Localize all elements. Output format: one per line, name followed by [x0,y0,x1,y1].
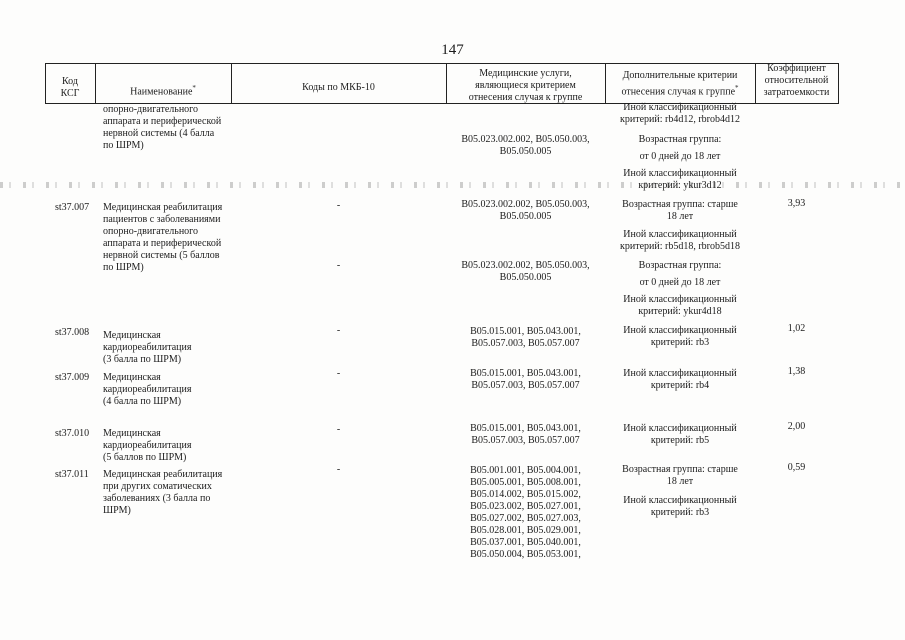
row-mkb: - [336,325,341,336]
header-name-mark: * [192,84,196,92]
row-criteria-1: Возрастная группа: старше 18 лет [622,464,738,487]
row-mkb: - [336,260,341,271]
row-criteria: Иной классификационный критерий: rb3 [623,325,737,348]
cont-criteria-2: Возрастная группа: [638,134,722,145]
page-number: 147 [441,42,464,58]
row-mkb: - [336,424,341,435]
row-criteria-3: Возрастная группа: [638,260,722,271]
header-criteria [605,70,755,98]
row-name: Медицинская кардиореабилитация (5 баллов по ШРМ) [103,428,192,463]
row-services: B05.015.001, B05.043.001, B05.057.003, B05.057.007 [470,423,581,446]
row-code: st37.010 [55,428,90,439]
row-mkb: - [336,368,341,379]
row-criteria: Иной классификационный критерий: rb4 [623,368,737,391]
header-coef: Коэффициент относительной затратоемкости [763,63,830,98]
row-coef: 2,00 [787,421,806,432]
row-coef: 1,02 [787,323,806,334]
row-services: B05.023.002.002, B05.050.003, B05.050.005 [461,199,590,222]
row-criteria-5: Иной классификационный критерий: ykur4d18 [623,294,737,317]
row-criteria: Иной классификационный критерий: rb5 [623,423,737,446]
row-code: st37.011 [55,469,89,480]
row-coef: 0,59 [787,462,806,473]
table-top-border [45,63,838,64]
row-name: Медицинская реабилитация при других соматических заболеваниях (3 балла по ШРМ) [103,469,223,516]
header-name [95,82,231,98]
header-criteria-mark: * [735,84,739,92]
row-name: Медицинская кардиореабилитация (3 балла по ШРМ) [103,330,192,365]
row-coef: 1,38 [787,366,806,377]
scan-artifact [0,182,905,188]
header-services: Медицинские услуги, являющиеся критерием отнесения случая к группе [468,68,583,103]
row-services: B05.023.002.002, B05.050.003, B05.050.005 [461,260,590,283]
row-criteria-4: от 0 дней до 18 лет [639,277,721,288]
row-criteria-2: Иной классификационный критерий: rb5d18, rbrob5d18 [620,229,740,252]
row-services: B05.015.001, B05.043.001, B05.057.003, B05.057.007 [470,368,581,391]
row-name: Медицинская реабилитация пациентов с заболеваниями опорно-двигательного аппарата и периферической нервной системы (5 баллов по ШРМ) [103,202,223,273]
row-coef: 3,93 [787,198,806,209]
header-name-text: Наименование [130,86,193,98]
header-criteria-text: Дополнительные критерии отнесения случая к группе [621,70,738,98]
cont-criteria-4: Иной классификационный критерий: ykur3d12 [623,168,737,191]
cont-criteria-1: Иной классификационный критерий: rb4d12, rbrob4d12 [620,102,740,125]
row-code: st37.009 [55,372,90,383]
cont-services: B05.023.002.002, B05.050.003, B05.050.005 [461,134,590,157]
row-criteria-1: Возрастная группа: старше 18 лет [622,199,738,222]
row-services: B05.015.001, B05.043.001, B05.057.003, B05.057.007 [470,326,581,349]
cont-criteria-3: от 0 дней до 18 лет [639,151,721,162]
row-code: st37.007 [55,202,90,213]
row-name: Медицинская кардиореабилитация (4 балла по ШРМ) [103,372,192,407]
column-divider [838,63,839,104]
row-mkb: - [336,200,341,211]
row-code: st37.008 [55,327,90,338]
cont-name: опорно-двигательного аппарата и периферической нервной системы (4 балла по ШРМ) [103,104,222,151]
header-mkb: Коды по МКБ-10 [302,82,375,93]
row-mkb: - [336,464,341,475]
header-code: Код КСГ [60,76,80,99]
row-criteria-2: Иной классификационный критерий: rb3 [623,495,737,518]
row-services: B05.001.001, B05.004.001, B05.005.001, B05.008.001, B05.014.002, B05.015.002, B05.023.002, B05.027.001, B05.027.002, B05.027.003, B05.028.001, B05.029.001, B05.037.001, B05.040.001, B05.050.004, B05.053.001, [470,465,581,560]
